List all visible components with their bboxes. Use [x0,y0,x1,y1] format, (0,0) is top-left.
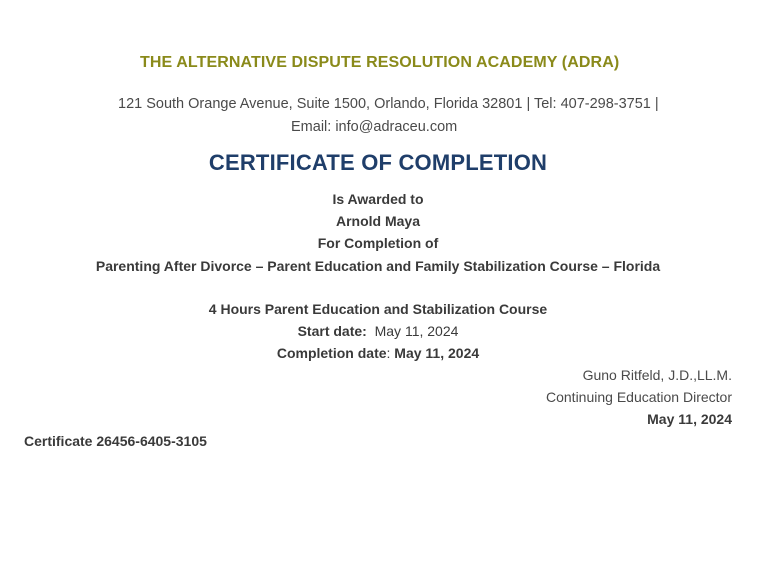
signatory-name: Guno Ritfeld, J.D.,LL.M. [582,367,732,383]
start-date-label: Start date: [297,323,367,339]
organization-name: THE ALTERNATIVE DISPUTE RESOLUTION ACADEMY (ADRA) [140,54,620,71]
signature-date: May 11, 2024 [647,411,732,427]
start-date-row [0,323,756,339]
address-line: 121 South Orange Avenue, Suite 1500, Orlando, Florida 32801 | Tel: 407-298-3751 | [118,96,659,112]
completion-date-value: May 11, 2024 [394,345,480,361]
start-date-value: May 11, 2024 [374,323,459,339]
recipient-name: Arnold Maya [335,213,420,229]
completion-date-separator: : [386,345,391,361]
completion-date-row [0,345,756,361]
for-completion-label: For Completion of [317,235,439,251]
email-line: Email: info@adraceu.com [291,119,458,135]
course-name: Parenting After Divorce – Parent Education and Family Stabilization Course – Florida [95,258,661,274]
certificate-number: Certificate 26456-6405-3105 [24,433,207,449]
certificate-title: CERTIFICATE OF COMPLETION [208,150,548,175]
awarded-to-label: Is Awarded to [332,191,424,207]
completion-date-label: Completion date [276,345,387,361]
signatory-title: Continuing Education Director [546,389,732,405]
hours-line: 4 Hours Parent Education and Stabilization Course [208,301,548,317]
